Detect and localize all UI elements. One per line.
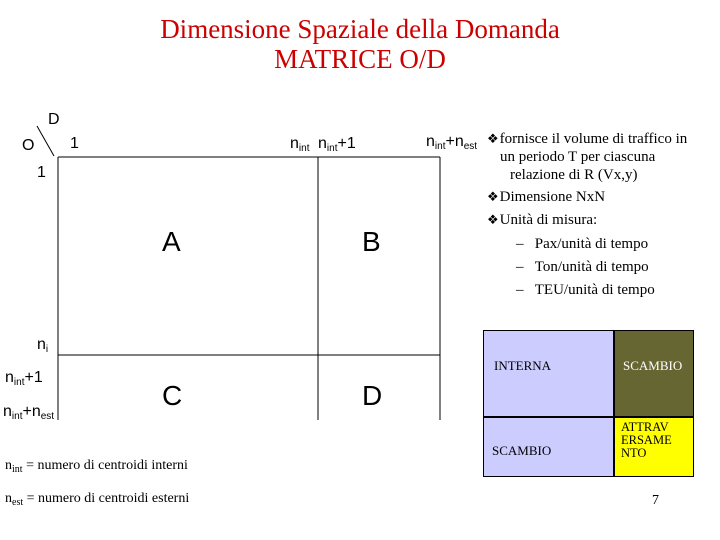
title-line-2: MATRICE O/D [274,44,446,74]
quadrant-scambio-bottom [483,417,614,477]
quadrant-attraversamento [614,417,694,477]
quadrant-attraversamento-label: ATTRAV ERSAME NTO [621,420,672,460]
column-header-nint-plus-nest: $n_{int}+n_{est}$ [426,133,478,152]
column-header-nint: $n_{int}$ [290,135,310,154]
block-label-d: D [362,380,383,411]
block-label-c: C [162,380,183,411]
row-header-nint-plus-nest: $n_{int}+n_{est}$ [3,403,55,422]
column-header-1: 1 [70,135,79,152]
diamond-bullet-icon: ❖ [487,212,499,227]
quadrant-interna-label: INTERNA [494,358,552,373]
corner-diagonal [37,126,54,156]
sub-bullet-1: – Pax/unità di tempo [516,236,649,252]
title-line-1: Dimensione Spaziale della Domanda [160,14,560,44]
column-header-nint-plus-1: $n_{int}+1$ [318,135,356,154]
page-number: 7 [652,493,659,508]
corner-origin-label: O [22,137,35,154]
sub-bullet-2: – Ton/unità di tempo [516,259,649,275]
diamond-bullet-icon: ❖ [487,189,499,204]
corner-destination-label: D [48,111,60,128]
diamond-bullet-icon: ❖ [487,131,499,146]
legend-nint: $n_{int}$ = numero di centroidi interni [5,458,188,475]
bullet-3: ❖Unità di misura: [487,212,598,228]
sub-bullet-3: – TEU/unità di tempo [516,282,655,298]
quadrant-scambio-bottom-label: SCAMBIO [492,443,552,458]
block-label-b: B [362,226,381,257]
bullet-1-line-3: relazione di R (Vx,y) [510,167,638,183]
row-header-ni: $n_i$ [37,336,49,355]
bullet-1-line-2: un periodo T per ciascuna [500,149,656,165]
row-header-1: 1 [37,164,46,181]
block-label-a: A [162,226,181,257]
row-header-nint-plus-1: $n_{int}+1$ [5,369,43,388]
bullet-2: ❖Dimensione NxN [487,189,606,205]
quadrant-interna [483,330,614,417]
quadrant-scambio-top-label: SCAMBIO [623,358,683,373]
bullet-1: ❖fornisce il volume di traffico in [487,131,688,147]
legend-nest: $n_{est}$ = numero di centroidi esterni [5,491,190,508]
quadrant-scambio-top [614,330,694,417]
